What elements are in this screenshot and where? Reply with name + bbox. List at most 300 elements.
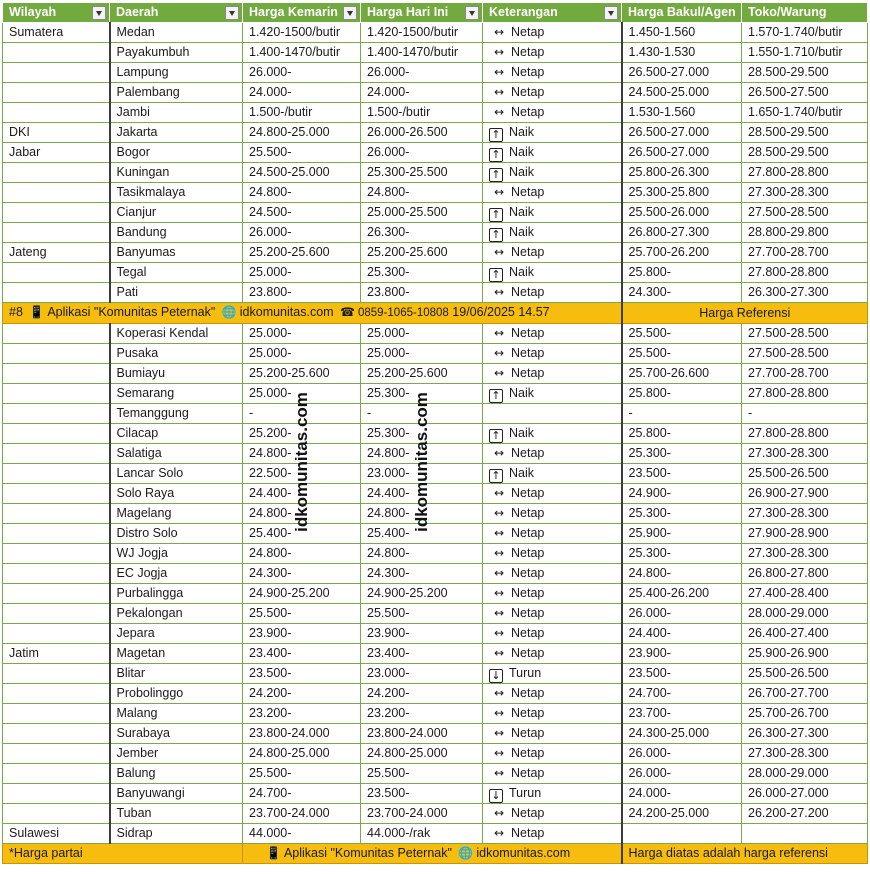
harga-kemarin-cell: 23.700-24.000 (243, 804, 361, 824)
toko-warung-cell: 27.900-28.900 (742, 524, 868, 544)
toko-warung-cell: 27.300-28.300 (742, 544, 868, 564)
harga-hari-ini-cell: 25.000- (361, 324, 483, 344)
keterangan-label: Netap (511, 105, 545, 119)
harga-kemarin-cell: 23.500- (243, 664, 361, 684)
keterangan-label: Naik (509, 265, 535, 279)
wilayah-cell: Jabar (3, 143, 110, 163)
keterangan-cell (483, 364, 622, 384)
keterangan-cell (483, 83, 622, 103)
harga-bakul-cell: 25.800- (622, 263, 742, 283)
harga-bakul-cell: 25.700-26.200 (622, 243, 742, 263)
harga-bakul-cell: 24.500-25.000 (622, 83, 742, 103)
up-arrow-box-icon: ↑ (489, 389, 503, 403)
harga-kemarin-cell: 23.200- (243, 704, 361, 724)
table-row (3, 504, 868, 524)
left-right-arrow-icon: ↔ (493, 285, 505, 299)
daerah-cell: Probolinggo (110, 684, 243, 704)
harga-bakul-cell: - (622, 404, 742, 424)
keterangan-cell (483, 784, 622, 804)
keterangan-label: Netap (511, 706, 545, 720)
left-right-arrow-icon: ↔ (493, 626, 505, 640)
harga-hari-ini-cell: 23.000- (361, 664, 483, 684)
daerah-cell: Pusaka (110, 344, 243, 364)
daerah-cell: Banyuwangi (110, 784, 243, 804)
wilayah-cell: Jatim (3, 644, 110, 664)
table-row (3, 263, 868, 283)
toko-warung-cell: 27.500-28.500 (742, 324, 868, 344)
table-row (3, 283, 868, 303)
keterangan-cell (483, 283, 622, 303)
daerah-cell: Payakumbuh (110, 43, 243, 63)
toko-warung-cell: 27.500-28.500 (742, 344, 868, 364)
harga-bakul-cell: 1.530-1.560 (622, 103, 742, 123)
toko-warung-cell: 27.300-28.300 (742, 183, 868, 203)
harga-hari-ini-cell: 24.800-25.000 (361, 744, 483, 764)
harga-kemarin-cell: 23.900- (243, 624, 361, 644)
harga-hari-ini-cell: 26.000- (361, 63, 483, 83)
daerah-cell: Medan (110, 23, 243, 43)
table-row (3, 644, 868, 664)
daerah-cell: Tuban (110, 804, 243, 824)
wilayah-cell: Jateng (3, 243, 110, 263)
left-right-arrow-icon: ↔ (493, 766, 505, 780)
harga-bakul-cell: 25.500- (622, 324, 742, 344)
daerah-cell: Cilacap (110, 424, 243, 444)
harga-bakul-cell: 25.500-26.000 (622, 203, 742, 223)
harga-hari-ini-cell: 25.200-25.600 (361, 243, 483, 263)
harga-hari-ini-cell: 26.000-26.500 (361, 123, 483, 143)
table-row (3, 704, 868, 724)
harga-hari-ini-cell: 26.000- (361, 143, 483, 163)
keterangan-cell (483, 63, 622, 83)
harga-bakul-cell: 23.500- (622, 664, 742, 684)
header-label: Harga Kemarin (249, 5, 338, 19)
daerah-cell: Purbalingga (110, 584, 243, 604)
table-row (3, 584, 868, 604)
wilayah-cell (3, 804, 110, 824)
watermark-2: idkomunitas.com (412, 392, 431, 532)
wilayah-cell (3, 664, 110, 684)
harga-kemarin-cell: 24.800- (243, 504, 361, 524)
table-row (3, 524, 868, 544)
harga-bakul-cell: 26.500-27.000 (622, 143, 742, 163)
banner-phone[interactable]: 0859-1065-10808 (358, 307, 449, 319)
banner-number: #8 (9, 305, 23, 319)
harga-bakul-cell: 24.800- (622, 564, 742, 584)
harga-bakul-cell: 25.800- (622, 424, 742, 444)
table-row (3, 83, 868, 103)
keterangan-cell (483, 744, 622, 764)
left-right-arrow-icon: ↔ (493, 706, 505, 720)
wilayah-cell (3, 764, 110, 784)
toko-warung-cell: 27.300-28.300 (742, 444, 868, 464)
price-table (2, 2, 868, 864)
table-row (3, 684, 868, 704)
keterangan-label: Netap (511, 586, 545, 600)
daerah-cell: Malang (110, 704, 243, 724)
daerah-cell: Lampung (110, 63, 243, 83)
header-wilayah[interactable] (3, 3, 110, 23)
wilayah-cell (3, 63, 110, 83)
left-right-arrow-icon: ↔ (493, 506, 505, 520)
filter-dropdown-icon[interactable] (225, 6, 239, 20)
left-right-arrow-icon: ↔ (493, 185, 505, 199)
daerah-cell: Distro Solo (110, 524, 243, 544)
header-harga-bakul (622, 3, 742, 23)
wilayah-cell (3, 283, 110, 303)
keterangan-cell (483, 344, 622, 364)
harga-kemarin-cell: 24.500-25.000 (243, 163, 361, 183)
filter-dropdown-icon[interactable] (465, 6, 479, 20)
harga-hari-ini-cell: 25.300- (361, 263, 483, 283)
header-label: Wilayah (9, 5, 57, 19)
table-row (3, 604, 868, 624)
keterangan-cell (483, 263, 622, 283)
globe-icon: 🌐 (221, 305, 237, 319)
keterangan-label: Netap (511, 546, 545, 560)
toko-warung-cell: 28.000-29.000 (742, 604, 868, 624)
keterangan-cell (483, 203, 622, 223)
wilayah-cell (3, 484, 110, 504)
table-row (3, 183, 868, 203)
harga-bakul-cell: 26.800-27.300 (622, 223, 742, 243)
keterangan-cell (483, 604, 622, 624)
harga-hari-ini-cell: 23.800- (361, 283, 483, 303)
harga-bakul-cell: 24.300- (622, 283, 742, 303)
harga-hari-ini-cell: 23.400- (361, 644, 483, 664)
harga-kemarin-cell: 25.000- (243, 344, 361, 364)
toko-warung-cell: 27.800-28.800 (742, 163, 868, 183)
footer-note: *Harga partai (3, 844, 243, 864)
banner-datetime: 19/06/2025 14.57 (452, 305, 550, 319)
harga-kemarin-cell: 25.200-25.600 (243, 364, 361, 384)
left-right-arrow-icon: ↔ (493, 65, 505, 79)
telephone-icon: ☎ (340, 305, 355, 319)
harga-kemarin-cell: 24.200- (243, 684, 361, 704)
toko-warung-cell: 27.700-28.700 (742, 243, 868, 263)
harga-kemarin-cell: 44.000- (243, 824, 361, 844)
phone-app-icon: 📱 (29, 305, 45, 319)
down-arrow-box-icon: ↓ (489, 789, 503, 803)
harga-bakul-cell: 24.300-25.000 (622, 724, 742, 744)
harga-hari-ini-cell: 25.200-25.600 (361, 364, 483, 384)
toko-warung-cell: - (742, 404, 868, 424)
keterangan-label: Netap (511, 45, 545, 59)
harga-kemarin-cell: 25.000- (243, 324, 361, 344)
harga-kemarin-cell: 26.000- (243, 63, 361, 83)
harga-hari-ini-cell: 25.500- (361, 764, 483, 784)
table-row (3, 324, 868, 344)
wilayah-cell (3, 384, 110, 404)
keterangan-label: Netap (511, 826, 545, 840)
table-row (3, 143, 868, 163)
harga-kemarin-cell: 25.400- (243, 524, 361, 544)
harga-hari-ini-cell: 25.000- (361, 344, 483, 364)
left-right-arrow-icon: ↔ (493, 45, 505, 59)
left-right-arrow-icon: ↔ (493, 586, 505, 600)
daerah-cell: Magelang (110, 504, 243, 524)
toko-warung-cell: 25.700-26.700 (742, 704, 868, 724)
header-label: Keterangan (489, 5, 558, 19)
toko-warung-cell: 26.900-27.900 (742, 484, 868, 504)
toko-warung-cell: 27.800-28.800 (742, 384, 868, 404)
keterangan-label: Turun (509, 786, 542, 800)
keterangan-cell (483, 123, 622, 143)
keterangan-cell (483, 384, 622, 404)
harga-kemarin-cell: 25.200-25.600 (243, 243, 361, 263)
toko-warung-cell: 27.800-28.800 (742, 263, 868, 283)
keterangan-label: Naik (509, 426, 535, 440)
toko-warung-cell: 27.700-28.700 (742, 364, 868, 384)
table-row (3, 664, 868, 684)
keterangan-cell (483, 183, 622, 203)
harga-bakul-cell: 1.450-1.560 (622, 23, 742, 43)
harga-hari-ini-cell: 44.000-/rak (361, 824, 483, 844)
harga-kemarin-cell: 1.500-/butir (243, 103, 361, 123)
daerah-cell: Bogor (110, 143, 243, 163)
harga-bakul-cell: 26.000- (622, 744, 742, 764)
harga-kemarin-cell: 26.000- (243, 223, 361, 243)
down-arrow-box-icon: ↓ (489, 669, 503, 683)
header-label: Harga Bakul/Agen (628, 5, 736, 19)
harga-bakul-cell: 25.300-25.800 (622, 183, 742, 203)
left-right-arrow-icon: ↔ (493, 566, 505, 580)
toko-warung-cell: 1.650-1.740/butir (742, 103, 868, 123)
toko-warung-cell: 26.200-27.200 (742, 804, 868, 824)
left-right-arrow-icon: ↔ (493, 105, 505, 119)
harga-hari-ini-cell: 24.300- (361, 564, 483, 584)
harga-kemarin-cell: 23.800- (243, 283, 361, 303)
harga-bakul-cell: 24.700- (622, 684, 742, 704)
keterangan-label: Netap (511, 245, 545, 259)
table-row (3, 784, 868, 804)
daerah-cell: Semarang (110, 384, 243, 404)
left-right-arrow-icon: ↔ (493, 526, 505, 540)
wilayah-cell (3, 724, 110, 744)
wilayah-cell (3, 504, 110, 524)
left-right-arrow-icon: ↔ (493, 366, 505, 380)
harga-kemarin-cell: 1.400-1470/butir (243, 43, 361, 63)
harga-kemarin-cell: 24.800-25.000 (243, 123, 361, 143)
toko-warung-cell: 27.300-28.300 (742, 744, 868, 764)
daerah-cell: WJ Jogja (110, 544, 243, 564)
harga-kemarin-cell: 24.800- (243, 544, 361, 564)
phone-app-icon: 📱 (266, 846, 281, 860)
harga-hari-ini-cell: 23.700-24.000 (361, 804, 483, 824)
daerah-cell: Sidrap (110, 824, 243, 844)
keterangan-label: Netap (511, 346, 545, 360)
table-row (3, 103, 868, 123)
daerah-cell: Jambi (110, 103, 243, 123)
toko-warung-cell: 25.500-26.500 (742, 664, 868, 684)
wilayah-cell (3, 183, 110, 203)
watermark-1: idkomunitas.com (292, 392, 311, 532)
harga-hari-ini-cell: 23.000- (361, 464, 483, 484)
table-row (3, 544, 868, 564)
left-right-arrow-icon: ↔ (493, 486, 505, 500)
toko-warung-cell: 28.800-29.800 (742, 223, 868, 243)
harga-hari-ini-cell: 24.800- (361, 444, 483, 464)
up-arrow-box-icon: ↑ (489, 268, 503, 282)
wilayah-cell (3, 464, 110, 484)
keterangan-label: Netap (511, 185, 545, 199)
banner-website[interactable]: idkomunitas.com (239, 305, 334, 319)
header-harga-hari-ini[interactable] (361, 3, 483, 23)
wilayah-cell (3, 404, 110, 424)
footer-app: Aplikasi "Komunitas Peternak" (283, 846, 452, 860)
toko-warung-cell: 28.500-29.500 (742, 143, 868, 163)
daerah-cell: Solo Raya (110, 484, 243, 504)
table-row (3, 223, 868, 243)
wilayah-cell (3, 263, 110, 283)
filter-dropdown-icon[interactable] (92, 6, 106, 20)
keterangan-label: Netap (511, 566, 545, 580)
daerah-cell: Cianjur (110, 203, 243, 223)
left-right-arrow-icon: ↔ (493, 606, 505, 620)
harga-bakul-cell: 25.300- (622, 544, 742, 564)
harga-hari-ini-cell: 24.900-25.200 (361, 584, 483, 604)
table-row (3, 384, 868, 404)
table-row (3, 724, 868, 744)
harga-kemarin-cell: 25.500- (243, 143, 361, 163)
toko-warung-cell: 1.550-1.710/butir (742, 43, 868, 63)
wilayah-cell (3, 424, 110, 444)
up-arrow-box-icon: ↑ (489, 168, 503, 182)
harga-bakul-cell: 23.900- (622, 644, 742, 664)
left-right-arrow-icon: ↔ (493, 746, 505, 760)
wilayah-cell (3, 744, 110, 764)
harga-hari-ini-cell: 1.420-1500/butir (361, 23, 483, 43)
filter-dropdown-icon[interactable] (604, 6, 618, 20)
table-row (3, 123, 868, 143)
keterangan-label: Naik (509, 225, 535, 239)
keterangan-cell (483, 43, 622, 63)
toko-warung-cell: 25.500-26.500 (742, 464, 868, 484)
banner-row (3, 303, 868, 324)
harga-bakul-cell: 25.800-26.300 (622, 163, 742, 183)
daerah-cell: Surabaya (110, 724, 243, 744)
keterangan-cell (483, 444, 622, 464)
daerah-cell: Banyumas (110, 243, 243, 263)
keterangan-cell (483, 644, 622, 664)
wilayah-cell (3, 364, 110, 384)
daerah-cell: Tegal (110, 263, 243, 283)
left-right-arrow-icon: ↔ (493, 346, 505, 360)
harga-kemarin-cell: 23.800-24.000 (243, 724, 361, 744)
filter-dropdown-icon[interactable] (343, 6, 357, 20)
keterangan-cell (483, 724, 622, 744)
keterangan-cell (483, 243, 622, 263)
left-right-arrow-icon: ↔ (493, 726, 505, 740)
table-row (3, 824, 868, 844)
up-arrow-box-icon: ↑ (489, 148, 503, 162)
up-arrow-box-icon: ↑ (489, 208, 503, 222)
harga-bakul-cell: 24.200-25.000 (622, 804, 742, 824)
keterangan-label: Netap (511, 746, 545, 760)
keterangan-cell (483, 524, 622, 544)
keterangan-cell (483, 223, 622, 243)
harga-bakul-cell: 25.400-26.200 (622, 584, 742, 604)
header-keterangan[interactable] (483, 3, 622, 23)
toko-warung-cell: 27.500-28.500 (742, 203, 868, 223)
table-row (3, 464, 868, 484)
table-row (3, 364, 868, 384)
daerah-cell: Kuningan (110, 163, 243, 183)
wilayah-cell (3, 83, 110, 103)
daerah-cell: Bandung (110, 223, 243, 243)
harga-hari-ini-cell: 23.900- (361, 624, 483, 644)
up-arrow-box-icon: ↑ (489, 429, 503, 443)
keterangan-label: Netap (511, 366, 545, 380)
harga-hari-ini-cell: 24.200- (361, 684, 483, 704)
daerah-cell: Koperasi Kendal (110, 324, 243, 344)
keterangan-label: Naik (509, 125, 535, 139)
harga-kemarin-cell: 24.800-25.000 (243, 744, 361, 764)
harga-kemarin-cell: 25.000- (243, 384, 361, 404)
harga-bakul-cell: 24.000- (622, 784, 742, 804)
table-row (3, 243, 868, 263)
left-right-arrow-icon: ↔ (493, 826, 505, 840)
toko-warung-cell: 26.700-27.700 (742, 684, 868, 704)
keterangan-label: Netap (511, 606, 545, 620)
left-right-arrow-icon: ↔ (493, 245, 505, 259)
header-harga-kemarin[interactable] (243, 3, 361, 23)
footer-website[interactable]: idkomunitas.com (476, 846, 571, 860)
harga-hari-ini-cell: 1.500-/butir (361, 103, 483, 123)
table-row (3, 484, 868, 504)
wilayah-cell: Sumatera (3, 23, 110, 43)
header-daerah[interactable] (110, 3, 243, 23)
keterangan-cell (483, 624, 622, 644)
harga-bakul-cell: 25.500- (622, 344, 742, 364)
keterangan-label: Naik (509, 145, 535, 159)
table-row (3, 163, 868, 183)
wilayah-cell (3, 544, 110, 564)
left-right-arrow-icon: ↔ (493, 806, 505, 820)
harga-bakul-cell: 23.700- (622, 704, 742, 724)
keterangan-label: Netap (511, 766, 545, 780)
daerah-cell: Jember (110, 744, 243, 764)
daerah-cell: Pekalongan (110, 604, 243, 624)
harga-kemarin-cell: 23.400- (243, 644, 361, 664)
up-arrow-box-icon: ↑ (489, 469, 503, 483)
harga-bakul-cell: 25.300- (622, 444, 742, 464)
wilayah-cell: DKI (3, 123, 110, 143)
table-row (3, 624, 868, 644)
toko-warung-cell: 25.900-26.900 (742, 644, 868, 664)
table-row (3, 804, 868, 824)
harga-bakul-cell: 23.500- (622, 464, 742, 484)
toko-warung-cell: 26.500-27.500 (742, 83, 868, 103)
daerah-cell: Pati (110, 283, 243, 303)
keterangan-label: Naik (509, 466, 535, 480)
keterangan-cell (483, 684, 622, 704)
harga-hari-ini-cell: 25.400- (361, 524, 483, 544)
keterangan-cell (483, 143, 622, 163)
harga-hari-ini-cell: 24.400- (361, 484, 483, 504)
harga-bakul-cell: 26.000- (622, 604, 742, 624)
harga-kemarin-cell: 24.800- (243, 183, 361, 203)
harga-hari-ini-cell: 25.300- (361, 384, 483, 404)
harga-hari-ini-cell: 23.500- (361, 784, 483, 804)
harga-hari-ini-cell: 24.000- (361, 83, 483, 103)
table-row (3, 564, 868, 584)
harga-kemarin-cell: 25.500- (243, 604, 361, 624)
wilayah-cell (3, 784, 110, 804)
banner-info (3, 303, 622, 324)
keterangan-label: Netap (511, 25, 545, 39)
keterangan-label: Turun (509, 666, 542, 680)
